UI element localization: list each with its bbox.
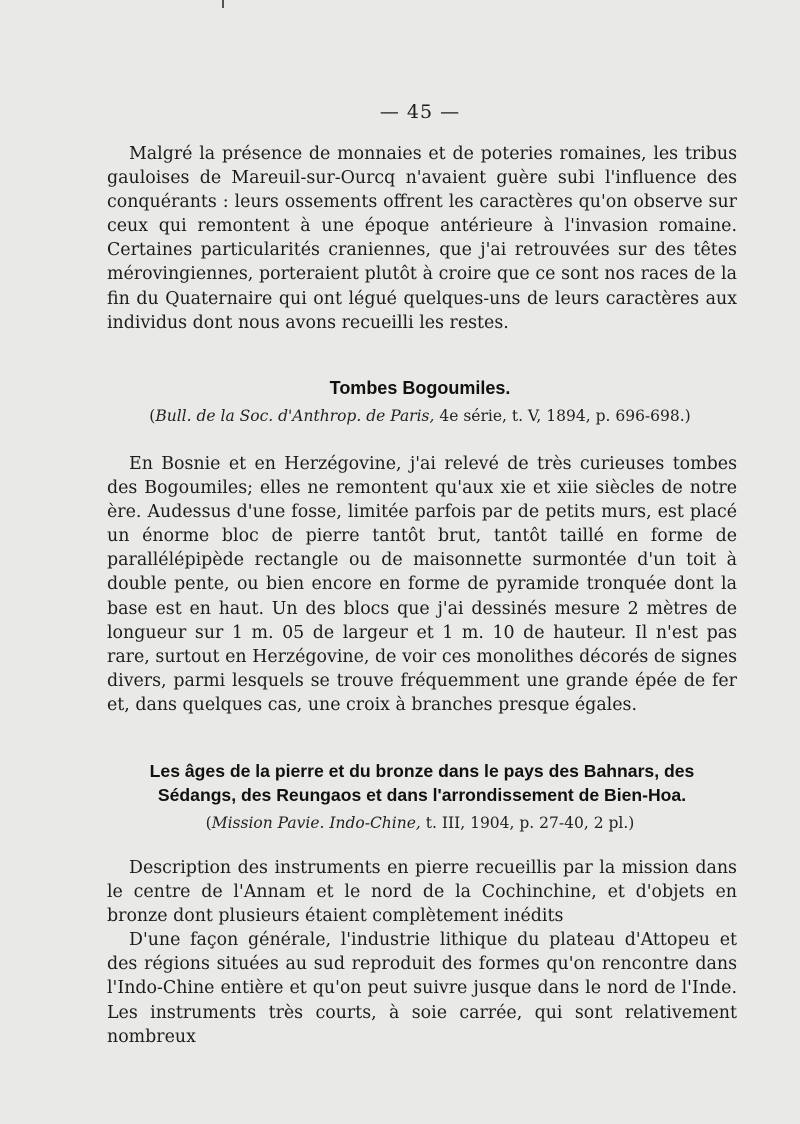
citation-open: ( bbox=[205, 814, 212, 832]
citation-details: 4e série, t. V, 1894, p. 696-698.) bbox=[434, 407, 691, 425]
paragraph: Malgré la présence de monnaies et de poteries romaines, les tribus gauloises de Mareuil-sur-Ourcq n'avaient guère subi l'influence des conquérants : leurs ossements offrent les caractères qu'on observe sur ceux qui remontent à une époque antérieure à l'invasion romaine. Certaines particularités craniennes, que j'ai retrouvées sur des têtes mérovingiennes, porteraient plutôt à croire que ce sont nos races de la fin du Quaternaire qui ont légué quelques-uns de leurs caractères aux individus dont nous avons recueilli les restes. bbox=[107, 144, 737, 333]
section-title-line-2: Sédangs, des Reungaos et dans l'arrondissement de Bien-Hoa. bbox=[157, 785, 687, 805]
section-title: Tombes Bogoumiles. bbox=[329, 378, 511, 398]
section-body bbox=[107, 856, 737, 1049]
citation bbox=[0, 407, 800, 425]
citation-journal: Mission Pavie. Indo-Chine, bbox=[211, 814, 421, 832]
section-title-line-1: Les âges de la pierre et du bronze dans le pays des Bahnars, des bbox=[149, 761, 695, 781]
page-number: — 45 — bbox=[379, 101, 461, 123]
citation-open: ( bbox=[149, 407, 156, 425]
citation bbox=[0, 814, 800, 832]
paragraph: En Bosnie et en Herzégovine, j'ai relevé de très curieuses tombes des Bogoumiles; elles ne remontent qu'aux xie et xiie siècles de notre ère. Audessus d'une fosse, limitée parfois par de petits murs, est placé un énorme bloc de pierre tantôt brut, tantôt taillé en forme de parallélépipède rectangle ou de maisonnette surmontée d'un toit à double pente, ou bien encore en forme de pyramide tronquée dont la base est en haut. Un des blocs que j'ai dessinés mesure 2 mètres de longueur sur 1 m. 05 de largeur et 1 m. 10 de hauteur. Il n'est pas rare, surtout en Herzégovine, de voir ces monolithes décorés de signes divers, parmi lesquels se trouve fréquemment une grande épée de fer et, dans quelques cas, une croix à branches presque égales. bbox=[107, 454, 737, 715]
paragraph: D'une façon générale, l'industrie lithique du plateau d'Attopeu et des régions situées au sud reproduit des formes qu'on rencontre dans l'Indo-Chine entière et qu'on peut suivre jusque dans le nord de l'Inde. Les instruments très courts, à soie carrée, qui sont relativement nombreux bbox=[107, 930, 737, 1047]
paragraph: Description des instruments en pierre recueillis par la mission dans le centre de l'Annam et le nord de la Cochinchine, et d'objets en bronze dont plusieurs étaient complètement inédits bbox=[107, 858, 737, 927]
print-mark bbox=[222, 0, 224, 8]
citation-details: t. III, 1904, p. 27-40, 2 pl.) bbox=[420, 814, 635, 832]
section-body bbox=[107, 452, 737, 717]
section-intro bbox=[107, 142, 737, 335]
citation-journal: Bull. de la Soc. d'Anthrop. de Paris, bbox=[155, 407, 435, 425]
